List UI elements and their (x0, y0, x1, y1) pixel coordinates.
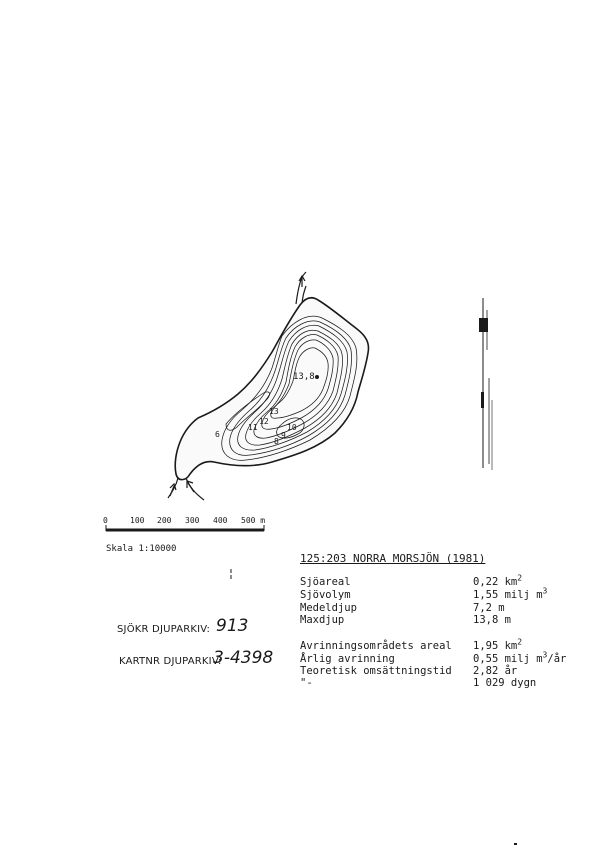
scale-tick: 200 (157, 516, 172, 525)
stat-value: 0,55 milj $m^3/år$ (473, 650, 567, 665)
stat-label: Teoretisk omsättningstid (300, 665, 452, 677)
stat-label: Avrinningsområdets areal (300, 640, 452, 652)
shoreline (175, 298, 368, 480)
stat-value: 7,2 m (473, 602, 505, 614)
stat-label: Årlig avrinning (300, 653, 395, 665)
stat-label: Sjövolym (300, 589, 351, 601)
depth-label-10: 10 (287, 423, 297, 432)
scale-tick: 400 (213, 516, 228, 525)
scale-tick: 500 m (241, 516, 266, 525)
depth-label-8: 8 (274, 437, 279, 446)
max-depth-point (315, 375, 319, 379)
depth-label-6: 6 (215, 430, 220, 439)
depth-label-13: 13 (269, 407, 279, 416)
lake-title: 125:203 NORRA MORSJÖN (1981) (300, 552, 486, 565)
sjokort-archive-label: SJÖKR DJUPARKIV: (117, 624, 211, 635)
depth-label-12: 12 (259, 417, 269, 426)
scale-tick: 100 (130, 516, 145, 525)
scale-tick: 0 (103, 516, 108, 525)
stat-value: 1,95 $km^2$ (473, 637, 523, 652)
stat-label: "- (300, 677, 313, 689)
scale-caption: Skala 1:10000 (106, 544, 177, 554)
inflow-arrow-icon (170, 484, 176, 496)
depth-label-9: 9 (281, 431, 286, 440)
stat-label: Sjöareal (300, 576, 351, 588)
stat-value: 1,55 milj $m^3$ (473, 586, 548, 601)
stat-label: Medeldjup (300, 602, 357, 614)
north-arrow-icon (479, 298, 492, 470)
stat-value: 0,22 $km^2$ (473, 573, 523, 588)
scale-bar (106, 525, 264, 532)
depth-label-max: 13,8 (293, 372, 315, 382)
scale-tick: 300 (185, 516, 200, 525)
stat-value: 13,8 m (473, 614, 511, 626)
sjokort-archive-value: 913 (216, 616, 249, 636)
stat-label: Maxdjup (300, 614, 345, 626)
kart-archive-label: KARTNR DJUPARKIV: (119, 656, 222, 667)
stat-value: 1 029 dygn (473, 677, 537, 689)
depth-label-11: 11 (248, 423, 258, 432)
kart-archive-value: 3-4398 (213, 648, 274, 668)
scan-dot (514, 843, 517, 845)
stat-value: 2,82 år (473, 665, 518, 677)
